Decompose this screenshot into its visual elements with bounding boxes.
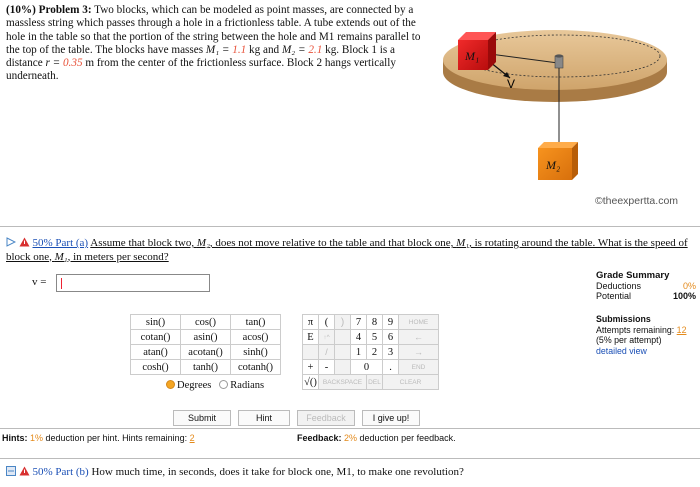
feedback-button[interactable]: Feedback [297,410,355,426]
feedback-pct: 2% [344,433,358,443]
deductions-value: 0% [682,281,696,291]
calc-tan-button[interactable]: tan() [231,315,281,330]
part-a-q3: , is rotating around the table. What is the speed of block one, [6,237,688,263]
submissions-panel [596,314,698,356]
calc-7-button[interactable]: 7 [351,315,367,330]
calc-multiply-button[interactable] [335,345,351,360]
per-attempt: (5% per attempt) [596,335,662,345]
calc-spacer-3 [335,360,351,375]
r-label: r = [45,57,63,70]
part-a-m1: M₁ [456,237,470,249]
radians-radio[interactable] [219,380,228,389]
part-b-label[interactable]: 50% Part (b) [32,466,89,478]
calc-end-button[interactable]: END [399,360,439,375]
detailed-view-link[interactable]: detailed view [596,345,647,356]
calc-e-button[interactable]: E [303,330,319,345]
hint-button[interactable]: Hint [238,410,290,426]
calc-close-paren-button[interactable]: ) [335,315,351,330]
part-a-m2: M₂ [196,237,210,249]
calc-open-paren-button[interactable]: ( [319,315,335,330]
give-up-button[interactable]: I give up! [362,410,420,426]
calc-minus-button[interactable]: - [319,360,335,375]
part-a-m1b: M₁ [54,250,68,263]
calc-dot-button[interactable]: . [383,360,399,375]
calc-tanh-button[interactable]: tanh() [181,360,231,375]
degrees-label: Degrees [177,380,212,391]
attempts-value: 12 [676,324,687,335]
potential-label: Potential [596,291,632,301]
part-a-q2: , does not move relative to the table and that block one, [209,237,457,249]
grade-summary-title: Grade Summary [596,270,670,281]
submit-button[interactable]: Submit [173,410,231,426]
text-caret [61,278,62,289]
calc-acotan-button[interactable]: acotan() [181,345,231,360]
calc-right-button[interactable]: → [399,345,439,360]
calc-pi-button[interactable]: π [303,315,319,330]
m2-figure-label: M₂ [546,158,561,172]
problem-text-b: Block 1 is a distance [6,43,396,70]
answer-input[interactable] [56,274,210,292]
m2-value: 2.1 [308,43,323,56]
calc-plus-button[interactable]: + [303,360,319,375]
calc-cos-button[interactable]: cos() [181,315,231,330]
calc-1-button[interactable]: 1 [351,345,367,360]
calc-8-button[interactable]: 8 [367,315,383,330]
part-a-q4: , in meters per second? [67,250,169,263]
hints-text: deduction per hint. Hints remaining: [43,433,190,443]
m1-value: 1.1 [232,43,247,56]
tube [555,56,563,68]
part-b-divider [0,458,700,459]
deductions-label: Deductions [596,281,642,291]
section-divider [0,226,700,227]
problem-text-c: m from the center of the frictionless surface. Block 2 hangs vertically underneath. [6,57,396,83]
calc-power-button[interactable]: ↑^ [319,330,335,345]
unit-kg-1: kg and [246,43,282,56]
hints-remaining: 2 [189,433,195,443]
problem-statement [6,4,426,84]
calc-cosh-button[interactable]: cosh() [131,360,181,375]
warning-icon-b [19,466,30,476]
answer-label: v = [32,276,47,288]
function-keypad [130,314,281,375]
problem-text-a: Two blocks, which can be modeled as point masses, are connected by a massless string which passes through a hole in a frictionless table. A tube extends out of the hole in the table so that the portion of the string between the hole and M1 remains parallel to the top of the table. The blocks have masses [6,4,421,56]
calc-sin-button[interactable]: sin() [131,315,181,330]
calc-del-button[interactable]: DEL [367,375,383,390]
part-b-text: How much time, in seconds, does it take for block one, M1, to make one revolution? [91,466,464,478]
calc-4-button[interactable]: 4 [351,330,367,345]
table-figure [430,0,700,210]
calc-clear-button[interactable]: CLEAR [383,375,439,390]
calc-atan-button[interactable]: atan() [131,345,181,360]
calc-cotanh-button[interactable]: cotanh() [231,360,281,375]
submissions-title: Submissions [596,314,651,324]
unit-kg-2: kg. [322,43,340,56]
feedback-label: Feedback: [297,433,345,443]
calc-spacer-2 [303,345,319,360]
calc-cotan-button[interactable]: cotan() [131,330,181,345]
hints-pct: 1% [30,433,44,443]
calc-asin-button[interactable]: asin() [181,330,231,345]
problem-label: (10%) Problem 3: [6,4,92,16]
calc-home-button[interactable]: HOME [399,315,439,330]
hints-info [2,433,294,443]
part-a-q1: Assume that block two, [90,237,197,249]
calc-backspace-button[interactable]: BACKSPACE [319,375,367,390]
m1-figure-label: M₁ [465,49,480,63]
m1-label: M₁ = [205,43,233,56]
feedback-info [297,433,697,443]
copyright-credit: ©theexpertta.com [595,195,679,207]
degrees-radio[interactable] [166,380,175,389]
calc-2-button[interactable]: 2 [367,345,383,360]
attempts-label: Attempts remaining: [596,324,677,335]
calc-3-button[interactable]: 3 [383,345,399,360]
calc-left-button[interactable]: ← [399,330,439,345]
hints-label: Hints: [2,433,30,443]
collapsed-icon[interactable] [6,466,16,476]
warning-icon [19,237,30,247]
calc-divide-button[interactable]: / [319,345,335,360]
radians-label: Radians [230,380,265,391]
calc-0-button[interactable]: 0 [351,360,383,375]
feedback-text: deduction per feedback. [357,433,456,443]
r-value: 0.35 [62,57,83,70]
part-a-link[interactable]: 50% Part (a) [32,237,89,249]
potential-value: 100% [672,291,696,301]
grade-summary [596,270,696,301]
angle-mode [166,380,264,391]
symbol-keypad [302,314,439,390]
calc-6-button[interactable]: 6 [383,330,399,345]
calc-sinh-button[interactable]: sinh() [231,345,281,360]
calc-9-button[interactable]: 9 [383,315,399,330]
part-a-question [6,237,696,264]
calc-spacer-1 [335,330,351,345]
calc-sqrt-button[interactable]: √() [304,376,317,388]
calc-5-button[interactable]: 5 [367,330,383,345]
m2-label: M₂ = [281,43,309,56]
footer-divider [0,428,700,429]
part-b-question [6,466,464,478]
v-label: V [507,77,516,91]
calc-acos-button[interactable]: acos() [231,330,281,345]
expand-arrow-icon[interactable] [6,237,16,247]
